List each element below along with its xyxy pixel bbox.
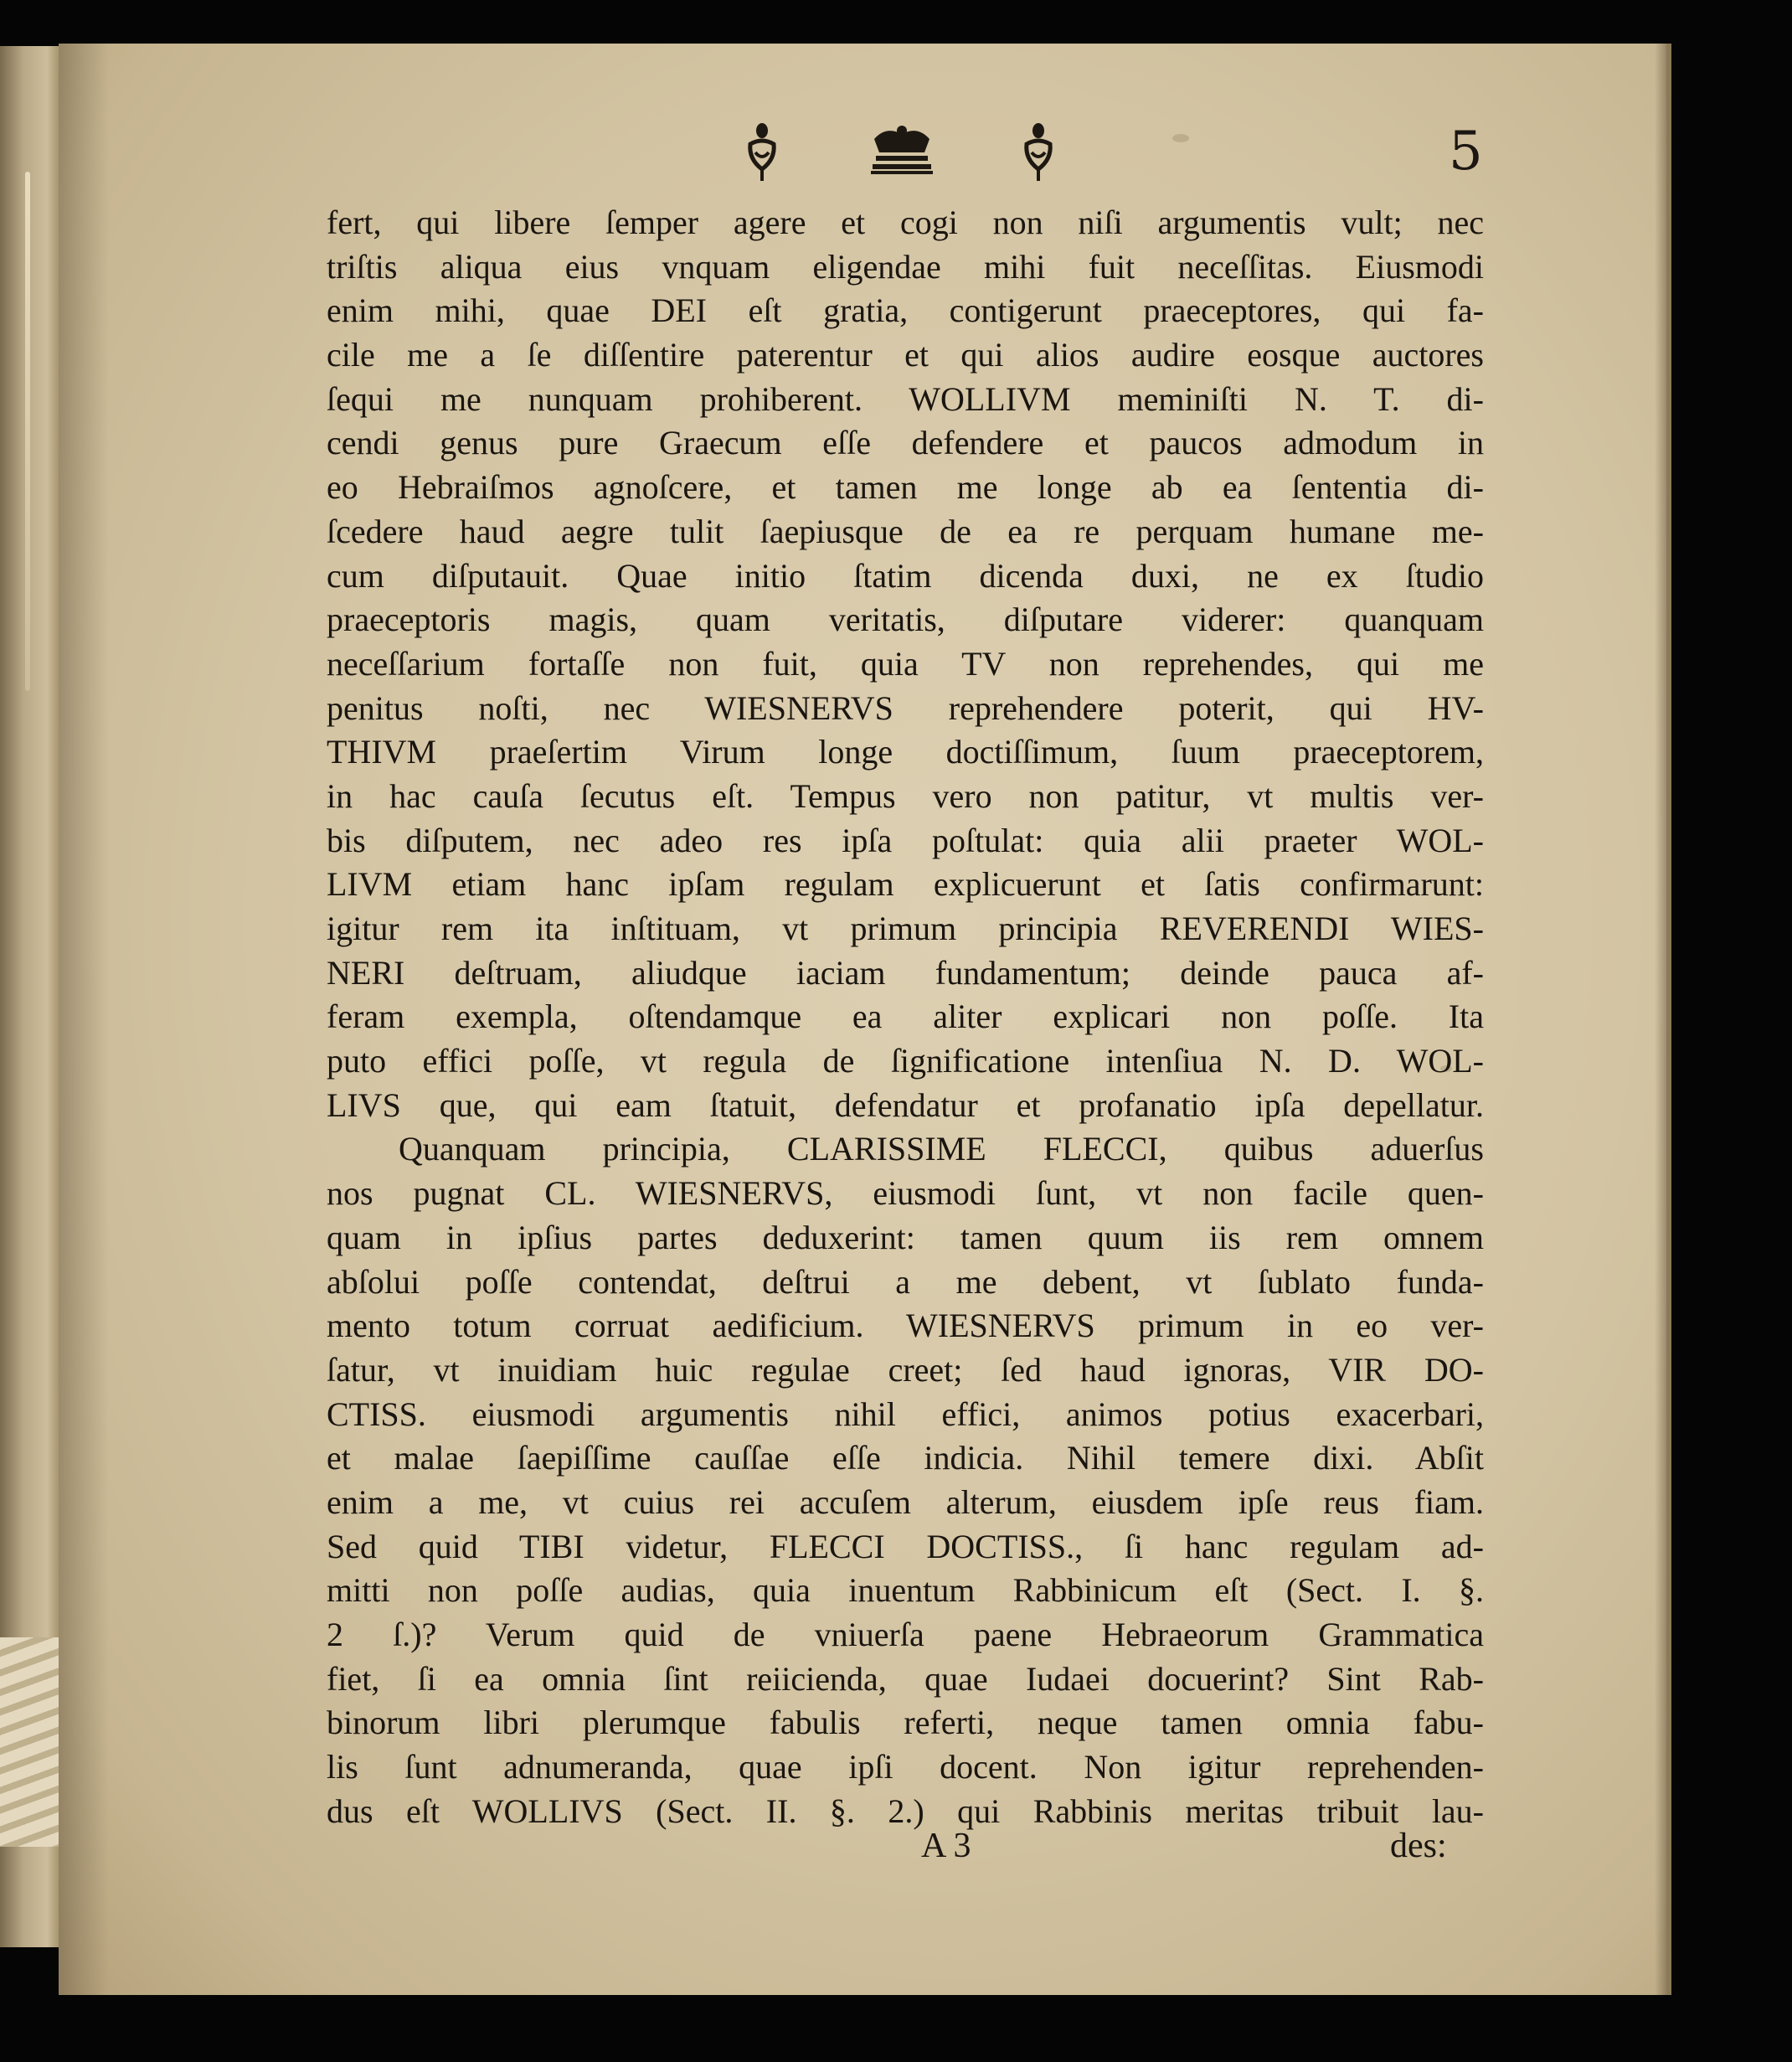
fleuron-icon — [1022, 119, 1055, 184]
text-line: fert, qui libere ſemper agere et cogi non niſi argumentis vult; nec — [327, 204, 1484, 241]
paper-spot — [1172, 134, 1189, 142]
text-line: LIVM etiam hanc ipſam regulam explicuerunt et ſatis confirmarunt: — [327, 865, 1484, 904]
head-ornaments — [745, 119, 1097, 186]
crown-icon — [869, 122, 935, 176]
text-line: Sed quid TIBI videtur, FLECCI DOCTISS., ſi hanc regulam ad- — [327, 1527, 1484, 1565]
binding-thread — [25, 172, 30, 691]
text-line: igitur rem ita inſtituam, vt primum principia REVERENDI WIES- — [327, 910, 1484, 947]
page-edge — [1655, 44, 1666, 1995]
text-line: enim a me, vt cuius rei accuſem alterum, eiusdem ipſe reus fiam. — [327, 1482, 1484, 1521]
text-line: cum diſputauit. Quae initio ſtatim dicenda duxi, ne ex ſtudio — [327, 556, 1484, 595]
text-line: fiet, ſi ea omnia ſint reiicienda, quae Iudaei docuerint? Sint Rab- — [327, 1659, 1484, 1698]
page-number: 5 — [1449, 121, 1483, 183]
text-line: THIVM praeſertim Virum longe doctiſſimum, ſuum praeceptorem, — [327, 733, 1484, 771]
text-line: abſolui poſſe contendat, deſtrui a me debent, vt ſublato funda- — [327, 1262, 1484, 1301]
text-line: cile me a ſe diſſentire paterentur et qui alios audire eosque auctores — [327, 336, 1484, 374]
text-line: 2 ſ.)? Verum quid de vniuerſa paene Hebraeorum Grammatica — [327, 1616, 1484, 1653]
text-line: in hac cauſa ſecutus eſt. Tempus vero non patitur, vt multis ver- — [327, 776, 1484, 815]
fleuron-icon — [745, 119, 779, 184]
text-line: bis diſputem, nec adeo res ipſa poſtulat: quia alii praeter WOL- — [327, 821, 1484, 859]
text-line: enim mihi, quae DEI eſt gratia, contigerunt praeceptores, qui fa- — [327, 291, 1484, 330]
text-line: mitti non poſſe audias, quia inuentum Rabbinicum eſt (Sect. I. §. — [327, 1571, 1484, 1610]
text-line: CTISS. eiusmodi argumentis nihil effici, animos potius exacerbari, — [327, 1394, 1484, 1433]
body-text — [327, 201, 1484, 1833]
text-line: quam in ipſius partes deduxerint: tamen quum iis rem omnem — [327, 1218, 1484, 1256]
text-line: dus eſt WOLLIVS (Sect. II. §. 2.) qui Rabbinis meritas tribuit lau- — [327, 1791, 1484, 1830]
book-page — [59, 44, 1671, 1995]
text-line: mento totum corruat aedificium. WIESNERVS primum in eo ver- — [327, 1307, 1484, 1345]
text-line: puto effici poſſe, vt regula de ſignificatione intenſiua N. D. WOL- — [327, 1042, 1484, 1080]
text-line: eo Hebraiſmos agnoſcere, et tamen me longe ab ea ſententia di- — [327, 468, 1484, 507]
text-line: cendi genus pure Graecum eſſe defendere et paucos admodum in — [327, 424, 1484, 462]
text-line: triſtis aliqua eius vnquam eligendae mihi fuit neceſſitas. Eiusmodi — [327, 247, 1484, 286]
catchword: des: — [1390, 1827, 1447, 1865]
text-line: NERI deſtruam, aliudque iaciam fundamentum; deinde pauca af- — [327, 953, 1484, 992]
text-line: praeceptoris magis, quam veritatis, diſputare viderer: quanquam — [327, 601, 1484, 639]
text-line: penitus noſti, nec WIESNERVS reprehendere poterit, qui HV- — [327, 688, 1484, 727]
torn-paper-edge — [0, 1637, 59, 1847]
text-line: ſequi me nunquam prohiberent. WOLLIVM meminiſti N. T. di- — [327, 379, 1484, 418]
text-line: nos pugnat CL. WIESNERVS, eiusmodi ſunt, vt non facile quen- — [327, 1174, 1484, 1213]
text-line: ſatur, vt inuidiam huic regulae creet; ſed haud ignoras, VIR DO- — [327, 1350, 1484, 1389]
text-line-indented: Quanquam principia, CLARISSIME FLECCI, quibus aduerſus — [399, 1130, 1484, 1168]
facing-page-edge — [0, 46, 61, 1947]
text-line: LIVS que, qui eam ſtatuit, defendatur et profanatio ipſa depellatur. — [327, 1085, 1484, 1124]
text-line: et malae ſaepiſſime cauſſae eſſe indicia. Nihil temere dixi. Abſit — [327, 1439, 1484, 1477]
text-line: lis ſunt adnumeranda, quae ipſi docent. Non igitur reprehenden- — [327, 1748, 1484, 1786]
text-line: neceſſarium fortaſſe non fuit, quia TV non reprehendes, qui me — [327, 644, 1484, 683]
gutter-shadow — [59, 44, 109, 1995]
signature-mark: A 3 — [921, 1827, 971, 1865]
text-line: ſcedere haud aegre tulit ſaepiusque de ea re perquam humane me- — [327, 512, 1484, 550]
text-line: binorum libri plerumque fabulis referti, neque tamen omnia fabu- — [327, 1704, 1484, 1742]
text-line: feram exempla, oſtendamque ea aliter explicari non poſſe. Ita — [327, 997, 1484, 1036]
